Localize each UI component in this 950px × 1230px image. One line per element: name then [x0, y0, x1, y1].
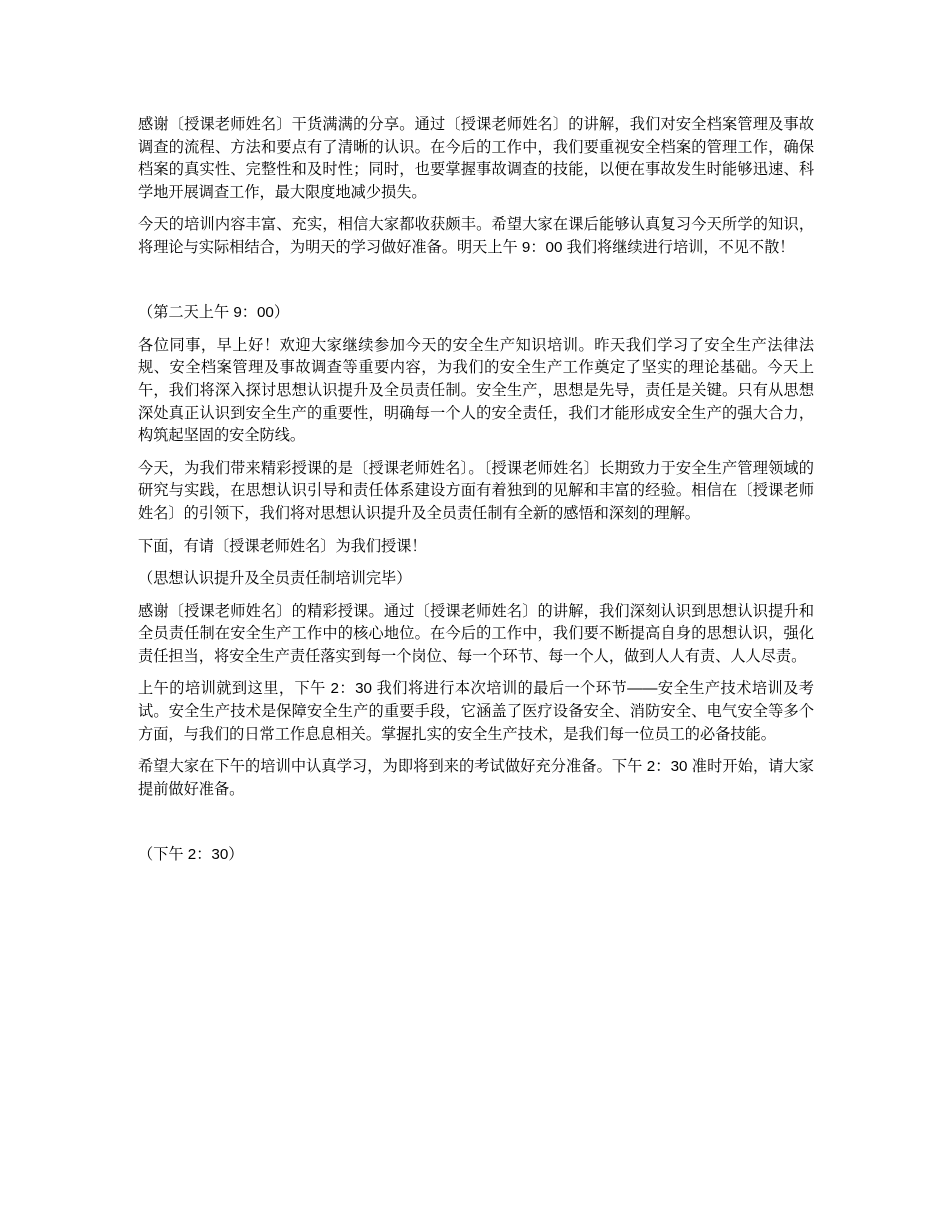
paragraph-day-one-closing: 今天的培训内容丰富、充实，相信大家都收获颇丰。希望大家在课后能够认真复习今天所学的知识，将理论与实际相结合，为明天的学习做好准备。明天上午 9：00 我们将继续进行培训，不见不散！ [138, 216, 814, 256]
blank-line-before-afternoon [138, 811, 814, 834]
paragraph-thanks-archive-training: 感谢〔授课老师姓名〕干货满满的分享。通过〔授课老师姓名〕的讲解，我们对安全档案管理及事故调查的流程、方法和要点有了清晰的认识。在今后的工作中，我们要重视安全档案的管理工作，确保档案的真实性、完整性和及时性；同时，也要掌握事故调查的技能，以便在事故发生时能够迅速、科学地开展调查工作，最大限度地减少损失。 [138, 116, 814, 201]
paragraph-afternoon-schedule: 上午的培训就到这里，下午 2：30 我们将进行本次培训的最后一个环节——安全生产技术培训及考试。安全生产技术是保障安全生产的重要手段，它涵盖了医疗设备安全、消防安全、电气安全等多个方面，与我们的日常工作息息相关。掌握扎实的安全生产技术，是我们每一位员工的必备技能。 [138, 680, 814, 743]
paragraph-day-two-opening: 各位同事，早上好！欢迎大家继续参加今天的安全生产知识培训。昨天我们学习了安全生产法律法规、安全档案管理及事故调查等重要内容，为我们的安全生产工作奠定了坚实的理论基础。今天上午，我们将深入探讨思想认识提升及全员责任制。安全生产，思想是先导，责任是关键。只有从思想深处真正认识到安全生产的重要性，明确每一个人的安全责任，我们才能形成安全生产的强大合力，构筑起坚固的安全防线。 [138, 336, 814, 445]
time-marker-day-two-morning: （第二天上午 9：00） [138, 304, 290, 322]
paragraph-exam-preparation: 希望大家在下午的培训中认真学习，为即将到来的考试做好充分准备。下午 2：30 准时开始，请大家提前做好准备。 [138, 758, 814, 798]
marker-session-complete: （思想认识提升及全员责任制培训完毕） [138, 570, 412, 588]
paragraph-invite-instructor: 下面，有请〔授课老师姓名〕为我们授课！ [138, 537, 427, 555]
blank-line-before-day-two [138, 270, 814, 293]
time-marker-afternoon: （下午 2：30） [138, 846, 244, 864]
paragraph-thanks-responsibility-session: 感谢〔授课老师姓名〕的精彩授课。通过〔授课老师姓名〕的讲解，我们深刻认识到思想认识提升和全员责任制在安全生产工作中的核心地位。在今后的工作中，我们要不断提高自身的思想认识，强化责任担当，将安全生产责任落实到每一个岗位、每一个环节、每一个人，做到人人有责、人人尽责。 [138, 602, 814, 665]
document-text-body [138, 114, 814, 877]
paragraph-instructor-introduction: 今天，为我们带来精彩授课的是〔授课老师姓名〕。〔授课老师姓名〕长期致力于安全生产管理领域的研究与实践，在思想认识引导和责任体系建设方面有着独到的见解和丰富的经验。相信在〔授课老师姓名〕的引领下，我们将对思想认识提升及全员责任制有全新的感悟和深刻的理解。 [138, 459, 814, 522]
